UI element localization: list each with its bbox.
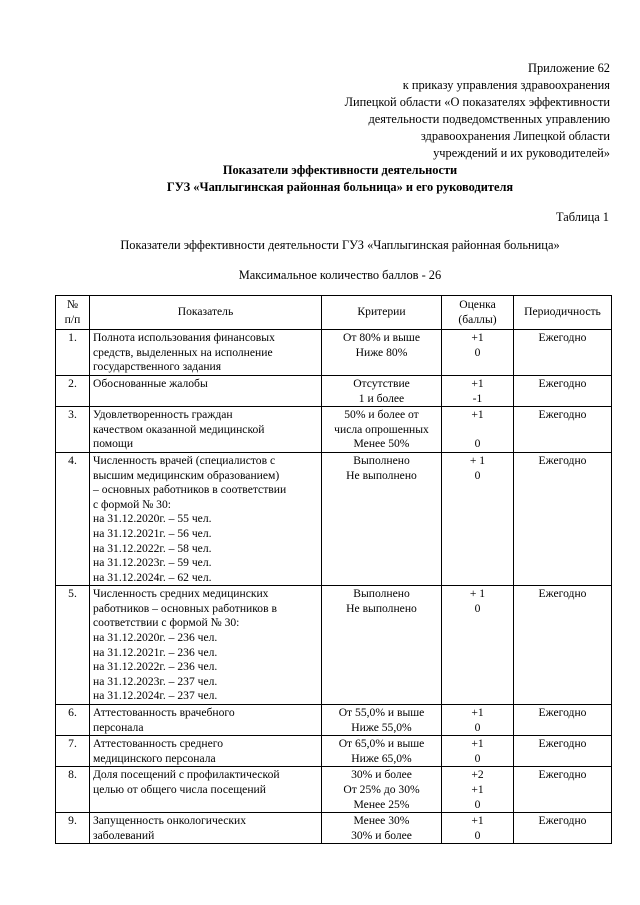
table-row — [56, 736, 612, 767]
document-heading — [60, 162, 620, 196]
appendix-line: здравоохранения Липецкой области — [420, 129, 610, 143]
score-line: +1 — [471, 814, 484, 828]
indicator-line: на 31.12.2023г. – 237 чел. — [93, 674, 218, 688]
criteria-line: Не выполнено — [346, 468, 417, 482]
indicator-line: Удовлетворенность граждан — [93, 408, 233, 422]
criteria-cell — [322, 705, 442, 736]
criteria-line: числа опрошенных — [334, 422, 429, 436]
heading-line-2: ГУЗ «Чаплыгинская районная больница» и его руководителя — [166, 180, 514, 194]
period-cell: Ежегодно — [514, 705, 612, 736]
table-row — [56, 813, 612, 844]
criteria-line: Не выполнено — [346, 601, 417, 615]
criteria-line: От 65,0% и выше — [338, 737, 425, 751]
appendix-block — [290, 60, 610, 162]
period-cell: Ежегодно — [514, 767, 612, 813]
row-number: 4. — [56, 452, 90, 585]
table-subtitle: Показатели эффективности деятельности ГУЗ «Чаплыгинская районная больница» — [120, 238, 560, 252]
table-row — [56, 330, 612, 376]
criteria-cell — [322, 407, 442, 453]
indicator-line: на 31.12.2022г. – 58 чел. — [93, 541, 212, 555]
indicator-line: высшим медицинским образованием) — [93, 468, 280, 482]
indicator-line: средств, выделенных на исполнение — [93, 345, 273, 359]
indicator-cell — [90, 330, 322, 376]
table-row — [56, 586, 612, 705]
indicator-line: Аттестованность среднего — [93, 737, 224, 751]
table-row — [56, 767, 612, 813]
indicator-cell — [90, 705, 322, 736]
indicator-cell — [90, 407, 322, 453]
indicator-line: работников – основных работников в — [93, 601, 277, 615]
table-label: Таблица 1 — [556, 210, 609, 224]
indicator-line: на 31.12.2021г. – 236 чел. — [93, 645, 218, 659]
max-score-note: Максимальное количество баллов - 26 — [238, 268, 442, 282]
indicator-cell — [90, 736, 322, 767]
row-number: 1. — [56, 330, 90, 376]
criteria-line: Менее 30% — [353, 814, 410, 828]
criteria-line: 50% и более от — [344, 408, 419, 422]
criteria-line: Ниже 80% — [355, 345, 408, 359]
criteria-cell — [322, 452, 442, 585]
period-cell: Ежегодно — [514, 736, 612, 767]
criteria-cell — [322, 330, 442, 376]
indicator-line: на 31.12.2022г. – 236 чел. — [93, 660, 218, 674]
score-line: +2 — [471, 768, 484, 782]
score-line: 0 — [474, 797, 481, 811]
period-cell: Ежегодно — [514, 330, 612, 376]
score-line: +1 — [471, 331, 484, 345]
score-line: 0 — [474, 601, 481, 615]
score-line: + 1 — [469, 587, 486, 601]
period-cell: Ежегодно — [514, 375, 612, 406]
score-line: 0 — [474, 751, 481, 765]
score-cell — [442, 375, 514, 406]
criteria-cell — [322, 767, 442, 813]
indicator-line: на 31.12.2023г. – 59 чел. — [93, 556, 212, 570]
score-line: +1 — [471, 737, 484, 751]
criteria-line: От 55,0% и выше — [338, 706, 425, 720]
score-cell — [442, 767, 514, 813]
score-cell — [442, 736, 514, 767]
criteria-line: От 25% до 30% — [343, 783, 420, 796]
criteria-line: Отсутствие — [353, 376, 410, 390]
criteria-line: Менее 50% — [353, 437, 410, 451]
score-line: -1 — [472, 391, 483, 405]
table-row — [56, 452, 612, 585]
header-num: № п/п — [56, 296, 90, 330]
indicator-line: заболеваний — [93, 828, 155, 842]
header-score: Оценка (баллы) — [442, 296, 514, 330]
indicator-cell — [90, 586, 322, 705]
period-cell: Ежегодно — [514, 407, 612, 453]
indicator-line: качеством оказанной медицинской — [93, 422, 265, 436]
score-line: +1 — [471, 706, 484, 720]
period-cell: Ежегодно — [514, 813, 612, 844]
indicator-cell — [90, 767, 322, 813]
criteria-line: 1 и более — [358, 391, 405, 405]
indicator-cell — [90, 375, 322, 406]
indicator-line: персонала — [93, 720, 144, 734]
indicator-line: на 31.12.2020г. – 236 чел. — [93, 631, 218, 645]
appendix-line: Приложение 62 — [528, 61, 610, 75]
indicator-cell — [90, 813, 322, 844]
indicator-cell — [90, 452, 322, 585]
score-line: 0 — [474, 437, 481, 451]
row-number: 7. — [56, 736, 90, 767]
criteria-line: 30% и более — [351, 828, 412, 842]
score-line: + 1 — [469, 453, 486, 467]
indicator-line: медицинского персонала — [93, 751, 216, 765]
indicator-line: на 31.12.2020г. – 55 чел. — [93, 512, 212, 526]
criteria-cell — [322, 375, 442, 406]
criteria-cell — [322, 813, 442, 844]
criteria-line: Выполнено — [353, 453, 410, 467]
criteria-line: Ниже 65,0% — [351, 751, 412, 765]
row-number: 9. — [56, 813, 90, 844]
indicator-line: Полнота использования финансовых — [93, 331, 275, 345]
appendix-line: к приказу управления здравоохранения — [402, 78, 610, 92]
indicator-line: целью от общего числа посещений — [93, 783, 266, 796]
heading-line-1: Показатели эффективности деятельности — [222, 163, 458, 177]
row-number: 3. — [56, 407, 90, 453]
period-cell: Ежегодно — [514, 586, 612, 705]
score-cell — [442, 407, 514, 453]
criteria-line: Менее 25% — [353, 797, 410, 811]
row-number: 2. — [56, 375, 90, 406]
criteria-line: 30% и более — [351, 768, 412, 782]
appendix-line: Липецкой области «О показателях эффективности — [344, 95, 610, 109]
score-cell — [442, 813, 514, 844]
score-line — [445, 423, 510, 438]
row-number: 8. — [56, 767, 90, 813]
score-line: 0 — [474, 468, 481, 482]
criteria-line: От 80% и выше — [343, 331, 420, 345]
table-row — [56, 705, 612, 736]
row-number: 5. — [56, 586, 90, 705]
period-cell: Ежегодно — [514, 452, 612, 585]
score-cell — [442, 705, 514, 736]
score-cell — [442, 452, 514, 585]
criteria-cell — [322, 586, 442, 705]
indicator-line: Аттестованность врачебного — [93, 706, 235, 720]
table-row — [56, 375, 612, 406]
appendix-line: деятельности подведомственных управлению — [368, 112, 610, 126]
indicator-line: с формой № 30: — [93, 497, 171, 511]
indicator-line: Обоснованные жалобы — [93, 376, 208, 390]
row-number: 6. — [56, 705, 90, 736]
score-line: 0 — [474, 720, 481, 734]
indicator-line: Запущенность онкологических — [93, 814, 247, 828]
criteria-cell — [322, 736, 442, 767]
indicator-line: на 31.12.2021г. – 56 чел. — [93, 526, 212, 540]
indicator-line: государственного задания — [93, 360, 222, 374]
criteria-line: Выполнено — [353, 587, 410, 601]
appendix-line: учреждений и их руководителей» — [433, 146, 610, 160]
score-cell — [442, 330, 514, 376]
kpi-table — [55, 295, 612, 844]
table-row — [56, 407, 612, 453]
indicator-line: на 31.12.2024г. – 237 чел. — [93, 689, 218, 703]
indicator-line: – основных работников в соответствии — [93, 483, 287, 497]
indicator-line: Доля посещений с профилактической — [93, 768, 280, 782]
table-header-row — [56, 296, 612, 330]
indicator-line: соответствии с формой № 30: — [93, 616, 240, 630]
score-line: 0 — [474, 345, 481, 359]
indicator-line: Численность средних медицинских — [93, 587, 269, 601]
indicator-line: на 31.12.2024г. – 62 чел. — [93, 570, 212, 584]
header-indicator: Показатель — [90, 296, 322, 330]
header-period: Периодичность — [514, 296, 612, 330]
table-body — [56, 330, 612, 844]
criteria-line: Ниже 55,0% — [351, 720, 412, 734]
indicator-line: Численность врачей (специалистов с — [93, 453, 276, 467]
score-line: 0 — [474, 828, 481, 842]
score-line: +1 — [471, 408, 484, 422]
score-line: +1 — [471, 783, 484, 796]
indicator-line: помощи — [93, 437, 134, 451]
header-criteria: Критерии — [322, 296, 442, 330]
score-line: +1 — [471, 376, 484, 390]
score-cell — [442, 586, 514, 705]
